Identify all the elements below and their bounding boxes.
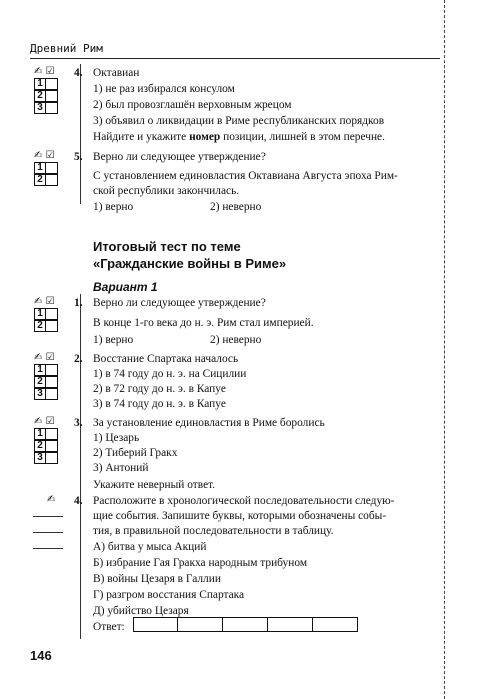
answer-box[interactable] (46, 78, 58, 90)
checkbox-icon: ☑ (45, 416, 55, 427)
option: Д) убийство Цезаря (93, 605, 189, 617)
answer-box[interactable] (46, 90, 58, 102)
question-text: Восстание Спартака началось (93, 353, 239, 365)
box-label: 2 (34, 90, 46, 102)
answer-boxes (34, 416, 58, 464)
statement: ской республики закончилась. (93, 185, 240, 197)
answer-box[interactable] (46, 162, 58, 174)
margin-line (80, 294, 81, 639)
write-line[interactable] (33, 516, 63, 517)
box-label: 1 (34, 364, 46, 376)
option: Б) избрание Гая Гракха народным трибуном (93, 557, 308, 569)
answer-box[interactable] (46, 364, 58, 376)
checkbox-icon: ☑ (45, 66, 55, 77)
answer-box[interactable] (46, 102, 58, 114)
question-number: 4. (74, 67, 83, 79)
option: 2) неверно (210, 334, 262, 346)
pencil-icon: ✍ (47, 494, 56, 505)
answer-cell[interactable] (223, 617, 268, 632)
box-label: 2 (34, 376, 46, 388)
answer-cell[interactable] (268, 617, 313, 632)
write-line[interactable] (33, 548, 63, 549)
option: 1) Цезарь (93, 432, 140, 444)
question-text: Октавиан (93, 67, 140, 79)
pencil-icon: ✍ (34, 416, 43, 427)
variant-title: Вариант 1 (93, 280, 158, 294)
option: 2) в 72 году до н. э. в Капуе (93, 383, 226, 395)
box-label: 1 (34, 428, 46, 440)
option: 1) верно (93, 334, 134, 346)
answer-box[interactable] (46, 452, 58, 464)
answer-box[interactable] (46, 174, 58, 186)
box-label: 2 (34, 440, 46, 452)
answer-box[interactable] (46, 320, 58, 332)
answer-box[interactable] (46, 308, 58, 320)
question-number: 2. (74, 353, 83, 365)
statement: С установлением единовластия Октавиана Августа эпоха Рим- (93, 170, 398, 182)
header-rule (30, 58, 440, 59)
answer-box[interactable] (46, 388, 58, 400)
checkbox-icon: ☑ (45, 352, 55, 363)
write-line[interactable] (33, 532, 63, 533)
question-number: 1. (74, 297, 83, 309)
cut-line (444, 0, 445, 699)
question-text: За установление единовластия в Риме боролись (93, 417, 325, 429)
question-number: 4. (74, 495, 83, 507)
box-label: 3 (34, 388, 46, 400)
checkbox-icon: ☑ (45, 296, 55, 307)
instruction: Укажите неверный ответ. (93, 479, 216, 491)
checkbox-icon: ☑ (45, 150, 55, 161)
option: 3) в 74 году до н. э. в Капуе (93, 398, 226, 410)
page-number: 146 (30, 648, 52, 663)
header-title: Древний Рим (30, 42, 103, 55)
box-label: 2 (34, 320, 46, 332)
question-text: щие события. Запишите буквы, которыми обозначены собы- (93, 510, 387, 522)
answer-table (133, 617, 358, 632)
option: 1) не раз избирался консулом (93, 83, 235, 95)
answer-label: Ответ: (93, 621, 125, 633)
pencil-icon: ✍ (34, 296, 43, 307)
answer-box[interactable] (46, 376, 58, 388)
pencil-icon: ✍ (34, 150, 43, 161)
option: 2) неверно (210, 201, 262, 213)
box-label: 3 (34, 102, 46, 114)
instruction: Найдите и укажите номер позиции, лишней в этом перечне. (93, 131, 385, 143)
box-label: 1 (34, 162, 46, 174)
option: 1) верно (93, 201, 134, 213)
answer-box[interactable] (46, 440, 58, 452)
answer-boxes (34, 352, 58, 400)
answer-boxes (34, 66, 58, 114)
answer-box[interactable] (46, 428, 58, 440)
option: 2) был провозглашён верховным жрецом (93, 99, 292, 111)
question-text: Верно ли следующее утверждение? (93, 297, 266, 309)
box-label: 1 (34, 78, 46, 90)
statement: В конце 1-го века до н. э. Рим стал империей. (93, 317, 314, 329)
option: 1) в 74 году до н. э. на Сицилии (93, 368, 247, 380)
option: А) битва у мыса Акций (93, 541, 207, 553)
answer-boxes (34, 296, 58, 332)
pencil-icon: ✍ (34, 352, 43, 363)
answer-boxes (34, 150, 58, 186)
box-label: 2 (34, 174, 46, 186)
margin-line (80, 64, 81, 204)
question-number: 5. (74, 151, 83, 163)
option: 3) Антоний (93, 462, 149, 474)
option: Г) разгром восстания Спартака (93, 589, 245, 601)
option: 2) Тиберий Гракх (93, 447, 178, 459)
option: 3) объявил о ликвидации в Риме республиканских порядков (93, 115, 385, 127)
question-number: 3. (74, 417, 83, 429)
answer-cell[interactable] (133, 617, 178, 632)
answer-cell[interactable] (313, 617, 358, 632)
question-text: Расположите в хронологической последовательности следую- (93, 495, 395, 507)
box-label: 3 (34, 452, 46, 464)
test-title: Итоговый тест по теме (93, 239, 241, 254)
option: В) войны Цезаря в Галлии (93, 573, 221, 585)
box-label: 1 (34, 308, 46, 320)
pencil-icon: ✍ (34, 66, 43, 77)
test-title: «Гражданские войны в Риме» (93, 256, 287, 271)
question-text: тия, в правильной последовательности в таблицу. (93, 525, 334, 537)
question-text: Верно ли следующее утверждение? (93, 151, 266, 163)
answer-cell[interactable] (178, 617, 223, 632)
